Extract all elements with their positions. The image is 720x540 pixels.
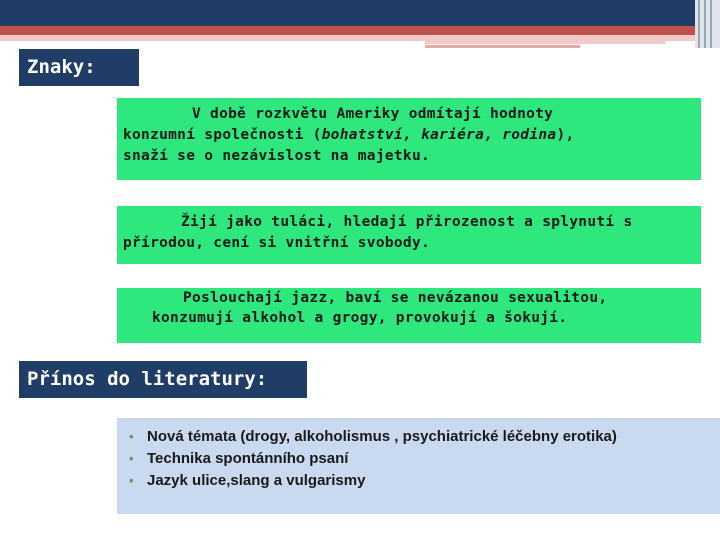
feature-box-lifestyle	[117, 206, 701, 264]
section-label-text: Přínos do literatury:	[27, 368, 268, 390]
list-item: • Technika spontánního psaní	[129, 448, 720, 470]
section-label-text: Znaky:	[27, 56, 96, 78]
list-item: • Jazyk ulice,slang a vulgarismy	[129, 470, 720, 492]
box-line: přírodou, cení si vnitřní svobody.	[123, 235, 431, 251]
feature-box-values	[117, 98, 701, 180]
box-line: V době rozkvětu Ameriky odmítají hodnoty	[192, 106, 554, 122]
box-line: snaží se o nezávislost na majetku.	[123, 148, 431, 164]
list-item: • Nová témata (drogy, alkoholismus , psychiatrické léčebny erotika)	[129, 426, 720, 448]
bullet-list	[129, 426, 720, 492]
header-edge-decoration	[695, 0, 720, 48]
box-line: Poslouchají jazz, baví se nevázanou sexualitou,	[183, 290, 608, 306]
contributions-box	[117, 418, 720, 514]
bullet-icon: •	[129, 429, 134, 444]
box-line: konzumují alkohol a grogy, provokují a šokují.	[152, 310, 568, 326]
header-accent-line	[425, 41, 665, 44]
header-accent-line	[425, 45, 580, 48]
section-label-znaky	[19, 49, 139, 86]
header-accent-bar	[0, 26, 695, 35]
bullet-icon: •	[129, 473, 134, 488]
feature-box-culture	[117, 288, 701, 343]
box-line: konzumní společnosti (bohatství, kariéra, rodina),	[123, 127, 575, 143]
box-line: Žijí jako tuláci, hledají přirozenost a splynutí s	[181, 214, 633, 230]
bullet-icon: •	[129, 451, 134, 466]
section-label-prinos	[19, 361, 307, 398]
italic-text: bohatství, kariéra, rodina	[321, 127, 557, 143]
header-bar	[0, 0, 695, 26]
